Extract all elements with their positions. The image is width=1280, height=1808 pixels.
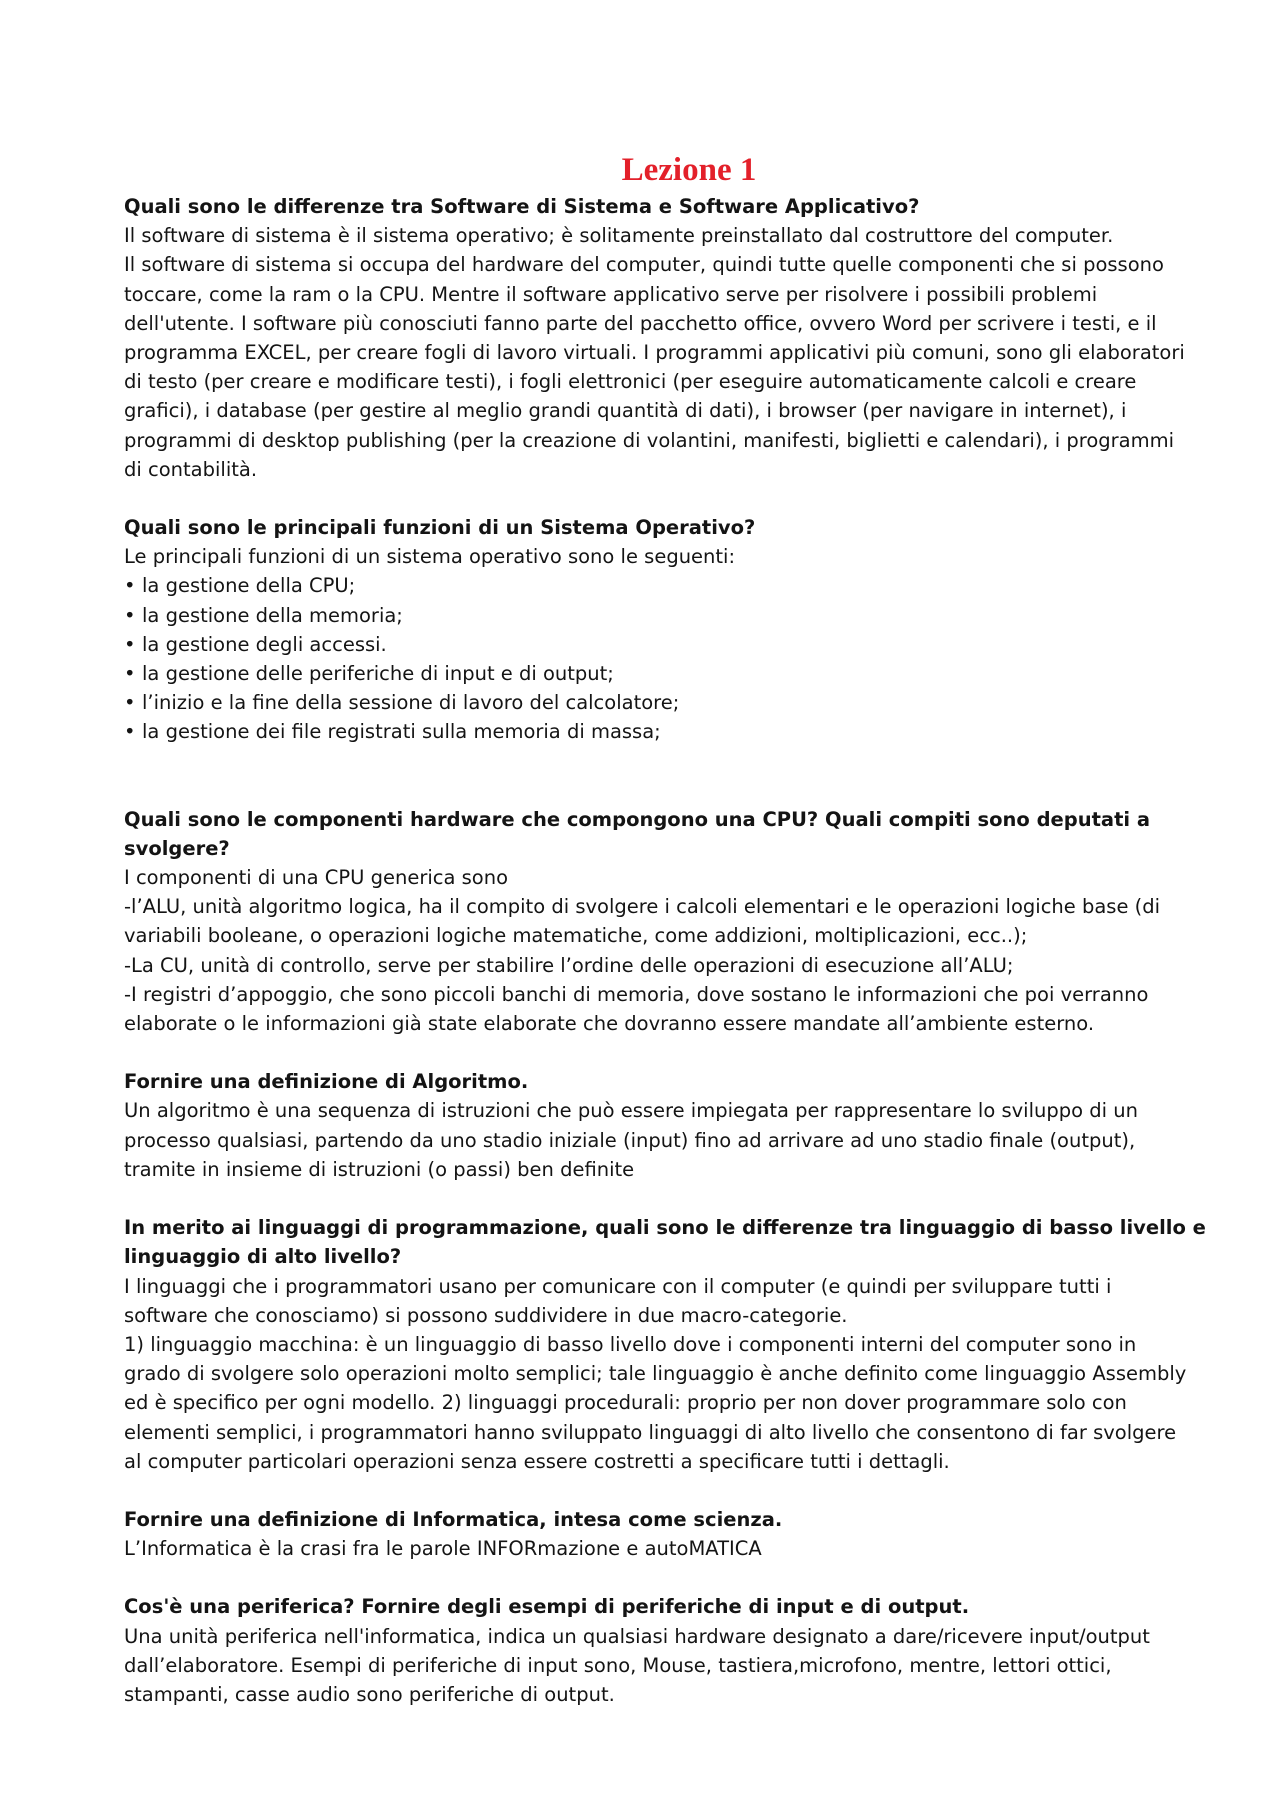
list-item-text: la gestione della memoria; [142, 603, 403, 627]
text-line: software che conosciamo) si possono suddividere in due macro-categorie. [124, 1303, 848, 1327]
list-item [124, 601, 1174, 630]
section-software [124, 192, 1185, 484]
question-heading: Quali sono le componenti hardware che compongono una CPU? Quali compiti sono deputati a svolgere? [124, 807, 1151, 860]
section-os-functions [124, 513, 1174, 747]
text-line: processo qualsiasi, partendo da uno stadio iniziale (input) fino ad arrivare ad uno stadio finale (output), [124, 1128, 1136, 1152]
spacer [124, 1476, 1174, 1505]
question-line: In merito ai linguaggi di programmazione, quali sono le differenze tra linguaggio di basso livello e [124, 1216, 1206, 1240]
text-line: Una unità periferica nell'informatica, indica un qualsiasi hardware designato a dare/ricevere input/output [124, 1624, 1150, 1648]
section-algorithm [124, 1067, 1174, 1184]
answer-paragraph [124, 863, 1174, 1038]
bullet-icon: • [124, 632, 136, 656]
list-item-text: la gestione della CPU; [142, 574, 356, 598]
list-item-text: la gestione dei file registrati sulla memoria di massa; [142, 720, 661, 744]
section-cpu-components [124, 805, 1174, 1039]
question-heading: Quali sono le principali funzioni di un Sistema Operativo? [124, 516, 756, 540]
spacer [124, 484, 1174, 513]
text-line: programmi di desktop publishing (per la creazione di volantini, manifesti, biglietti e calendari), i programmi [124, 428, 1175, 452]
question-heading: Quali sono le differenze tra Software di Sistema e Software Applicativo? [124, 195, 920, 218]
text-line: dell'utente. I software più conosciuti fanno parte del pacchetto office, ovvero Word per scrivere i testi, e il [124, 311, 1157, 335]
text-line: grado di svolgere solo operazioni molto semplici; tale linguaggio è anche definito come linguaggio Assembly [124, 1362, 1187, 1386]
question-heading: Fornire una definizione di Algoritmo. [124, 1070, 529, 1094]
section-peripherals [124, 1592, 1174, 1709]
bullet-list [124, 571, 1174, 746]
text-line: -La CU, unità di controllo, serve per stabilire l’ordine delle operazioni di esecuzione all’ALU; [124, 953, 1014, 977]
text-line: elementi semplici, i programmatori hanno sviluppato linguaggi di alto livello che consentono di far svolgere [124, 1420, 1177, 1444]
list-item [124, 659, 1174, 688]
text-line: al computer particolari operazioni senza essere costretti a specificare tutti i dettagli. [124, 1449, 950, 1473]
text-line: Il software di sistema si occupa del hardware del computer, quindi tutte quelle componenti che si possono [124, 253, 1164, 277]
question-heading [124, 1213, 1206, 1271]
text-line: di contabilità. [124, 457, 258, 481]
section-programming-languages [124, 1213, 1206, 1476]
list-item [124, 688, 1174, 717]
answer-paragraph [124, 1272, 1187, 1476]
section-informatics [124, 1505, 1174, 1563]
question-heading: Fornire una definizione di Informatica, intesa come scienza. [124, 1507, 783, 1531]
bullet-icon: • [124, 603, 136, 627]
text-line: I componenti di una CPU generica sono [124, 866, 509, 890]
list-item-text: la gestione delle periferiche di input e di output; [142, 662, 614, 686]
text-line: 1) linguaggio macchina: è un linguaggio di basso livello dove i componenti interni del computer sono in [124, 1332, 1137, 1356]
answer-intro: Le principali funzioni di un sistema operativo sono le seguenti: [124, 545, 736, 569]
bullet-icon: • [124, 691, 136, 715]
spacer [124, 747, 1174, 805]
list-item-text: la gestione degli accessi. [142, 632, 387, 656]
spacer [124, 1563, 1174, 1592]
text-line: -l’ALU, unità algoritmo logica, ha il compito di svolgere i calcoli elementari e le operazioni logiche base (di [124, 895, 1161, 919]
list-item [124, 717, 1174, 746]
text-line: grafici), i database (per gestire al meglio grandi quantità di dati), i browser (per navigare in internet), i [124, 399, 1127, 423]
list-item-text: l’inizio e la fine della sessione di lavoro del calcolatore; [142, 691, 680, 715]
answer-paragraph [124, 1534, 1174, 1563]
answer-paragraph [124, 221, 1185, 484]
text-line: I linguaggi che i programmatori usano per comunicare con il computer (e quindi per sviluppare tutti i [124, 1274, 1112, 1298]
bullet-icon: • [124, 720, 136, 744]
spacer [124, 1038, 1174, 1067]
text-line: toccare, come la ram o la CPU. Mentre il software applicativo serve per risolvere i possibili problemi [124, 282, 1098, 306]
question-heading: Cos'è una periferica? Fornire degli esempi di periferiche di input e di output. [124, 1595, 970, 1619]
answer-paragraph [124, 1622, 1174, 1710]
spacer [124, 1184, 1174, 1213]
text-line: Un algoritmo è una sequenza di istruzioni che può essere impiegata per rappresentare lo sviluppo di un [124, 1099, 1138, 1123]
text-line: di testo (per creare e modificare testi), i fogli elettronici (per eseguire automaticamente calcoli e creare [124, 370, 1137, 394]
text-line: Il software di sistema è il sistema operativo; è solitamente preinstallato dal costruttore del computer. [124, 224, 1114, 248]
list-item [124, 630, 1174, 659]
answer-paragraph [124, 1096, 1174, 1184]
text-line: dall’elaboratore. Esempi di periferiche di input sono, Mouse, tastiera,microfono, mentre, lettori ottici, [124, 1653, 1112, 1677]
text-line: elaborate o le informazioni già state elaborate che dovranno essere mandate all’ambiente esterno. [124, 1012, 1095, 1036]
text-line: programma EXCEL, per creare fogli di lavoro virtuali. I programmi applicativi più comuni, sono gli elaboratori [124, 341, 1185, 365]
question-line: linguaggio di alto livello? [124, 1245, 402, 1269]
text-line: L’Informatica è la crasi fra le parole INFORmazione e autoMATICA [124, 1537, 762, 1561]
list-item [124, 571, 1174, 600]
bullet-icon: • [124, 574, 136, 598]
text-line: ed è specifico per ogni modello. 2) linguaggi procedurali: proprio per non dover programmare solo con [124, 1391, 1127, 1415]
bullet-icon: • [124, 662, 136, 686]
document-page [124, 152, 1206, 1709]
text-line: variabili booleane, o operazioni logiche matematiche, come addizioni, moltiplicazioni, ecc..); [124, 924, 1028, 948]
text-line: stampanti, casse audio sono periferiche di output. [124, 1682, 615, 1706]
document-title: Lezione 1 [621, 152, 757, 188]
text-line: -I registri d’appoggio, che sono piccoli banchi di memoria, dove sostano le informazioni che poi verranno [124, 982, 1149, 1006]
text-line: tramite in insieme di istruzioni (o passi) ben definite [124, 1157, 635, 1181]
